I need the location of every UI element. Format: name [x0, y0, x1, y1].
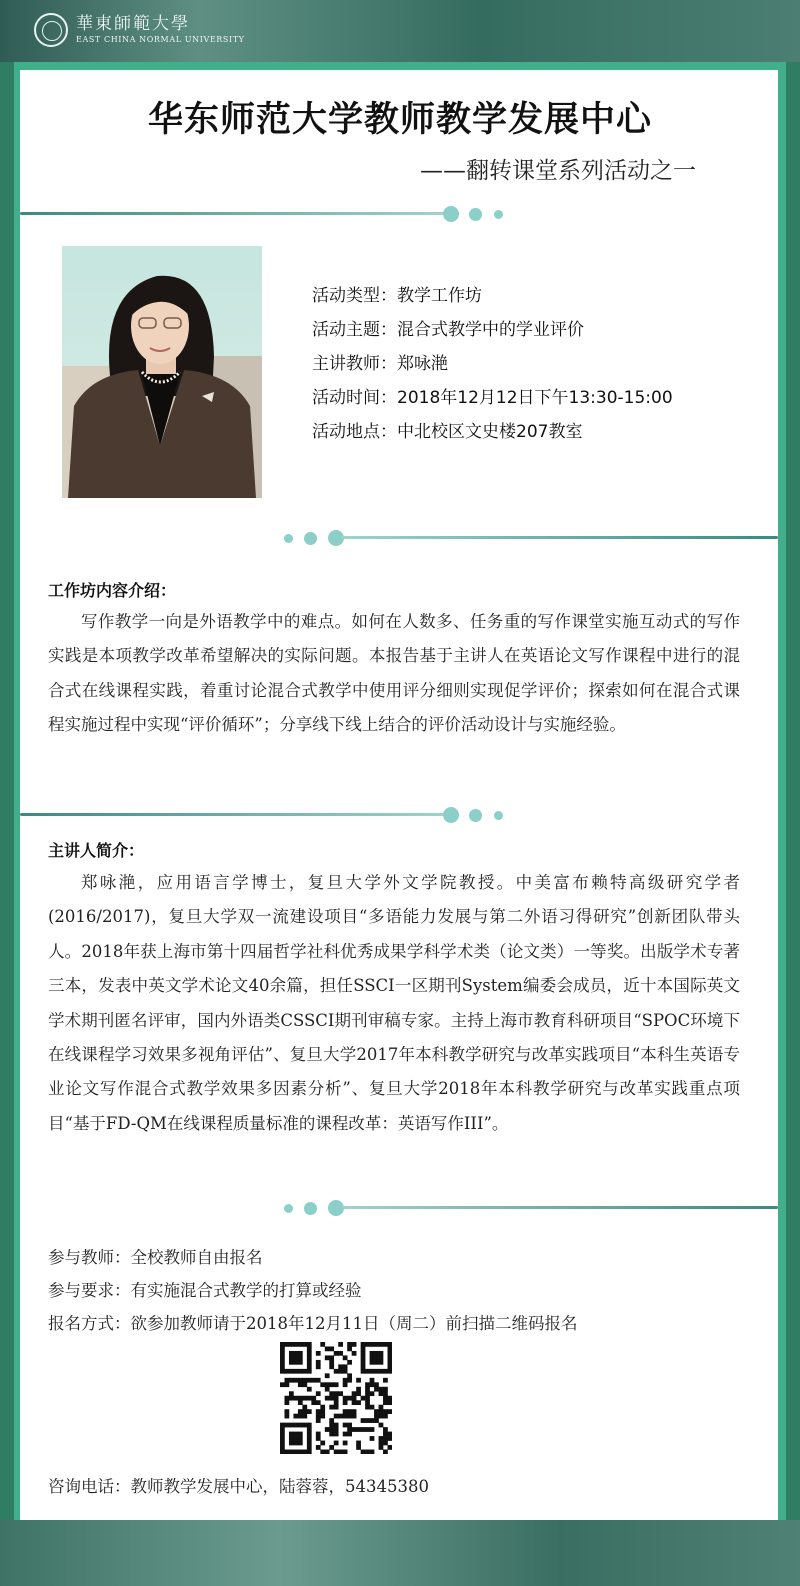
poster-subtitle: ——翻转课堂系列活动之一 — [420, 158, 696, 184]
info-label: 活动主题： — [312, 320, 397, 340]
info-row-time — [312, 386, 673, 420]
speaker-biography: 郑咏滟，应用语言学博士，复旦大学外文学院教授。中美富布赖特高级研究学者(2016/2017)，复旦大学双一流建设项目“多语能力发展与第二外语习得研究”创新团队带头人。2018年获上海市第十四届哲学社科优秀成果学科学术类（论文类）一等奖。出版学术专著三本，发表中英文学术论文40余篇，担任SSCI一区期刊System编委会成员，近十本国际英文学术期刊匿名评审，国内外语类CSSCI期刊审稿专家。主持上海市教育科研项目“SPOC环境下在线课程学习效果多视角评估”、复旦大学2017年本科教学研究与改革实践项目“本科生英语专业论文写作混合式教学效果多因素分析”、复旦大学2018年本科教学研究与改革实践重点项目“基于FD-QM在线课程质量标准的课程改革：英语写作III”。 — [48, 873, 740, 1133]
requirement-line: 参与要求：有实施混合式教学的打算或经验 — [48, 1281, 362, 1300]
university-logo — [34, 9, 264, 51]
info-value: 教学工作坊 — [397, 286, 482, 306]
divider-3 — [20, 808, 520, 822]
participants-line: 参与教师：全校教师自由报名 — [48, 1248, 263, 1267]
registration-qr-code[interactable] — [280, 1342, 392, 1454]
info-label: 活动类型： — [312, 286, 397, 306]
divider-4 — [284, 1201, 778, 1215]
registration-line: 报名方式：欲参加教师请于2018年12月11日（周二）前扫描二维码报名 — [48, 1314, 578, 1333]
speaker-photo — [62, 246, 262, 498]
workshop-heading: 工作坊内容介绍： — [48, 581, 177, 600]
divider-2 — [284, 531, 778, 545]
bottom-banner — [0, 1520, 800, 1586]
poster-title: 华东师范大学教师教学发展中心 — [147, 100, 652, 140]
info-row-speaker — [312, 352, 673, 386]
university-seal-icon — [34, 13, 68, 47]
info-row-type — [312, 284, 673, 318]
info-row-location — [312, 420, 673, 454]
workshop-description: 写作教学一向是外语教学中的难点。如何在人数多、任务重的写作课堂实施互动式的写作实践是本项教学改革希望解决的实际问题。本报告基于主讲人在英语论文写作课程中进行的混合式在线课程实践，着重讨论混合式教学中使用评分细则实现促学评价；探索如何在混合式课程实施过程中实现“评价循环”；分享线下线上结合的评价活动设计与实施经验。 — [48, 612, 740, 735]
info-value: 郑咏滟 — [397, 354, 448, 374]
info-value: 2018年12月12日下午13:30-15:00 — [397, 388, 673, 408]
info-label: 活动地点： — [312, 422, 397, 442]
info-value: 中北校区文史楼207教室 — [397, 422, 583, 442]
logo-english-name: EAST CHINA NORMAL UNIVERSITY — [76, 35, 245, 44]
activity-info — [312, 284, 673, 454]
info-row-theme — [312, 318, 673, 352]
divider-1 — [20, 207, 520, 221]
contact-line: 咨询电话：教师教学发展中心，陆蓉蓉，54345380 — [48, 1477, 429, 1496]
info-label: 活动时间： — [312, 388, 397, 408]
info-label: 主讲教师： — [312, 354, 397, 374]
top-banner — [0, 0, 800, 62]
info-value: 混合式教学中的学业评价 — [397, 320, 584, 340]
speaker-heading: 主讲人简介： — [48, 841, 145, 860]
logo-chinese-name: 華東師範大學 — [76, 14, 190, 34]
